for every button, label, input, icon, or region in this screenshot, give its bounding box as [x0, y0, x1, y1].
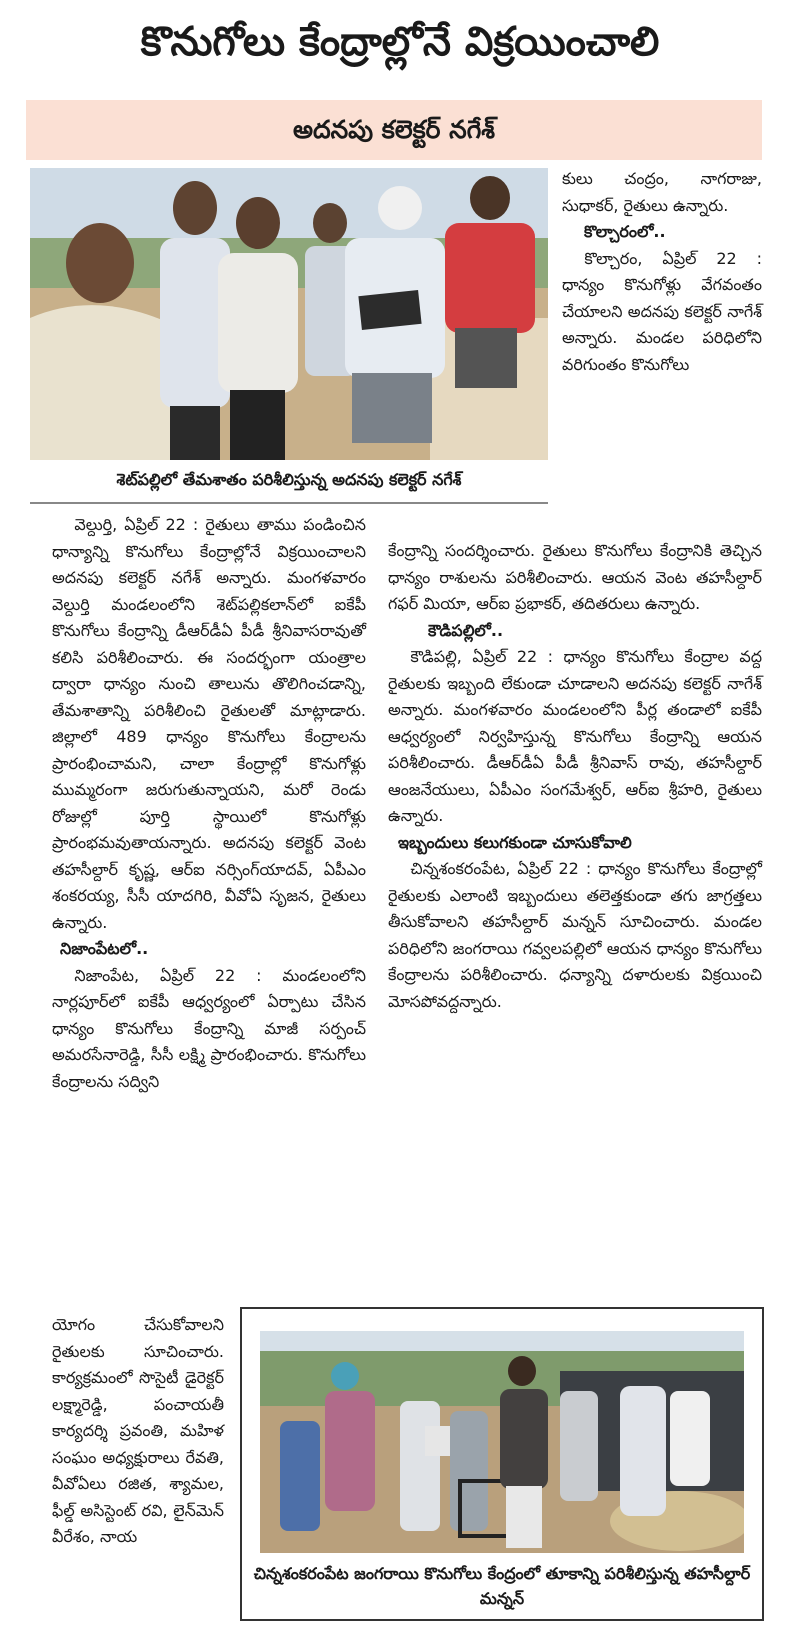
- photo-caption: చిన్నశంకరంపేట జంగరాయి కొనుగోలు కేంద్రంలో తూకాన్ని పరిశీలిస్తున్న తహసీల్దార్ మన్నన్: [253, 1564, 751, 1608]
- paragraph: కేంద్రాన్ని సందర్శించారు. రైతులు కొనుగోలు కేంద్రానికి తెచ్చిన ధాన్యం రాశులను పరిశీలించారు. ఆయన వెంట తహసీల్దార్ గఫర్ మియా, ఆర్ఐ ప్రభాకర్, తదితరులు ఉన్నారు.: [388, 541, 762, 613]
- paragraph-nizampet: నిజాంపేట, ఏప్రిల్ 22 : మండలంలోని నార్లపూర్‌లో ఐకేపీ ఆధ్వర్యంలో ఏర్పాటు చేసిన ధాన్యం కొనుగోలు కేంద్రాన్ని మాజీ సర్పంచ్ అమరసేనారెడ్డి, సీసీ లక్ష్మి ప్రారంభించారు. కొనుగోలు కేంద్రాలను సద్విని: [52, 965, 366, 1091]
- section-heading-kodipalli: కౌడిపల్లిలో..: [428, 620, 504, 640]
- paragraph-kodipalli: కౌడిపల్లి, ఏప్రిల్ 22 : ధాన్యం కొనుగోలు కేంద్రాల వద్ద రైతులకు ఇబ్బంది లేకుండా చూడాలని అదనపు కలెక్టర్ నాగేశ్ అన్నారు. మంగళవారం మండలంలోని పీర్ల తండాలో ఐకేపీ ఆధ్వర్యంలో నిర్వహిస్తున్న కొనుగోలు కేంద్రాన్ని ఆయన పరిశీలించారు. డీఆర్‌డీఏ పీడీ శ్రీనివాస్ రావు, తహసీల్దార్ ఆంజనేయులు, ఏపీఎం సంగమేశ్వర్, ఆర్ఐ శ్రీహరి, రైతులు ఉన్నారు.: [388, 647, 762, 825]
- photo-caption: శెట్‌పల్లిలో తేమశాతం పరిశీలిస్తున్న అదనపు కలెక్టర్ నగేశ్: [116, 470, 462, 489]
- paragraph-velduthi: వెల్దుర్తి, ఏప్రిల్ 22 : రైతులు తాము పండించిన ధాన్యాన్ని కొనుగోలు కేంద్రాల్లోనే విక్రయించాలని అదనపు కలెక్టర్ నగేశ్ అన్నారు. మంగళవారం వెల్దుర్తి మండలంలోని శెట్‌పల్లికలాన్‌లో ఐకేపీ కొనుగోలు కేంద్రాన్ని డీఆర్‌డీఏ పీడీ శ్రీనివాసరావుతో కలిసి పరిశీలించారు. ఈ సందర్భంగా యంత్రాల ద్వారా ధాన్యం నుంచి తాలును తొలిగించడాన్ని, తేమశాతాన్ని పరిశీలించి రైతులతో మాట్లాడారు. జిల్లాలో 489 ధాన్యం కొనుగోలు కేంద్రాలను ప్రారంభించామని, చాలా కేంద్రాల్లో కొనుగోళ్లు ముమ్మరంగా జరుగుతున్నాయని, మరో రెండు రోజుల్లో పూర్తి స్థాయిలో కొనుగోళ్లు ప్రారంభమవుతాయన్నారు. అదనపు కలెక్టర్ వెంట తహసీల్దార్ కృష్ణ, ఆర్ఐ నర్సింగ్‌యాదవ్, ఏపీఎం శంకరయ్య, సీసీ యాదగిరి, వీవోఏ సృజన, రైతులు ఉన్నారు.: [52, 515, 366, 932]
- photo-box-tahsildar: [240, 1307, 764, 1621]
- column-right: [388, 538, 762, 1015]
- photo-collector-inspection: [30, 168, 548, 460]
- subheadline: అదనపు కలెక్టర్ నగేశ్: [292, 115, 496, 144]
- subheadline-bar: [26, 100, 762, 160]
- paragraph: కులు చంద్రం, నాగరాజు, సుధాకర్, రైతులు ఉన్నారు.: [562, 169, 762, 215]
- section-heading-nizampet: నిజాంపేటలో..: [60, 939, 149, 958]
- paragraph-chinnashankarampet: చిన్నశంకరంపేట, ఏప్రిల్ 22 : ధాన్యం కొనుగోలు కేంద్రాల్లో రైతులకు ఎలాంటి ఇబ్బందులు తలెత్తకుండా తగు జాగ్రత్తలు తీసుకోవాలని తహసీల్దార్ మన్నన్ సూచించారు. మండల పరిధిలోని జంగరాయి గవ్వలపల్లిలో ఆయన ధాన్యం కొనుగోలు కేంద్రాలను పరిశీలించారు. ధన్యాన్ని దళారులకు విక్రయించి మోసపోవద్దన్నారు.: [388, 859, 762, 1011]
- divider: [30, 502, 548, 504]
- section-heading-ibbandulu: ఇబ్బందులు కలుగకుండా చూసుకోవాలి: [398, 832, 632, 852]
- column-left: [52, 512, 366, 1095]
- paragraph: కొల్చారం, ఏప్రిల్ 22 : ధాన్యం కొనుగోళ్లు వేగవంతం చేయాలని అదనపు కలెక్టర్ నాగేశ్ అన్నారు. మండల పరిధిలోని వరిగుంతం కొనుగోలు: [562, 248, 762, 374]
- column-bottom-left: [52, 1312, 224, 1551]
- paragraph: యోగం చేసుకోవాలని రైతులకు సూచించారు. కార్యక్రమంలో సొసైటీ డైరెక్టర్ లక్ష్మారెడ్డి, పంచాయతీ కార్యదర్శి ప్రవంతి, మహిళ సంఘం అధ్యక్షురాలు రేవతి, వీవోఏలు రజిత, శ్యామల, ఫీల్డ్ అసిస్టెంట్ రవి, లైన్‌మెన్ వీరేశం, నాయ: [52, 1315, 224, 1546]
- headline: కొనుగోలు కేంద్రాల్లోనే విక్రయించాలి: [140, 19, 660, 65]
- section-heading-kolcharam: కొల్చారంలో..: [584, 222, 666, 241]
- column-right-top: [562, 166, 762, 378]
- photo-tahsildar-weighing: [260, 1331, 744, 1553]
